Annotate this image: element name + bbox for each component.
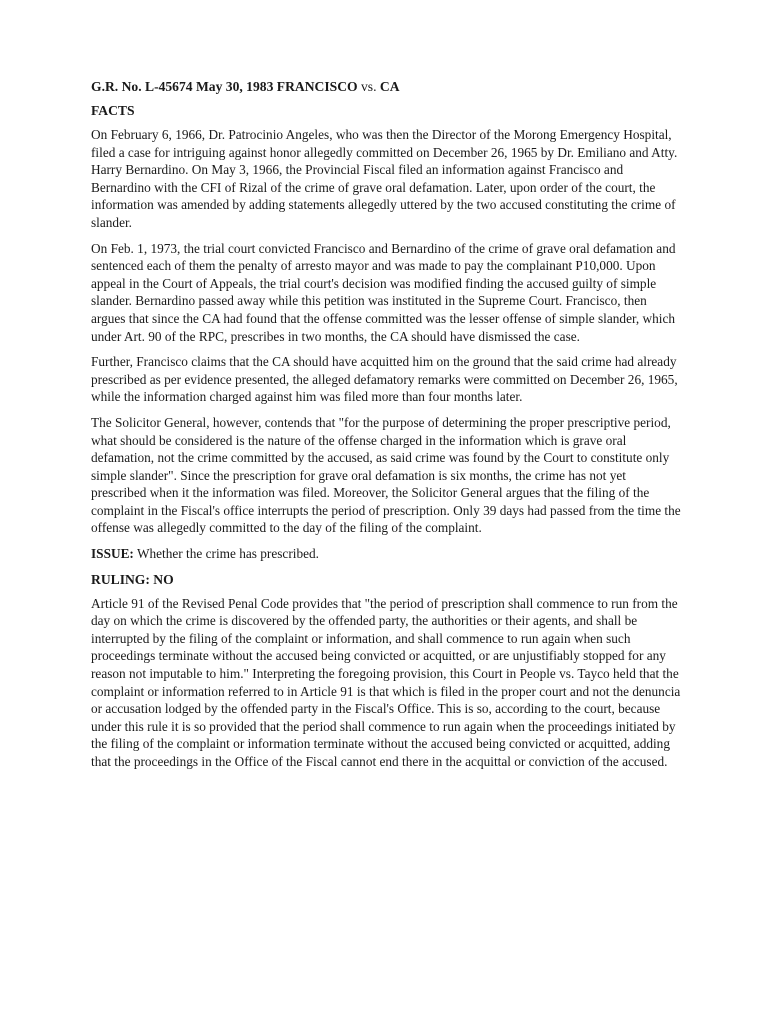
facts-paragraph: The Solicitor General, however, contends that "for the purpose of determining the proper prescriptive period, what should be considered is the nature of the offense charged in the information which is grave oral defamation, not the crime committed by the accused, as said crime was found by the Court to constitute only simple slander". Since the prescription for grave oral defamation is six months, the crime has not yet prescribed when it the information was filed. Moreover, the Solicitor General argues that the filing of the complaint in the Fiscal's office interrupts the period of prescription. Only 39 days had passed from the time the offense was allegedly committed to the day of the filing of the complaint. — [91, 414, 681, 536]
ruling-paragraph: Article 91 of the Revised Penal Code provides that "the period of prescription shall commence to run from the day on which the crime is discovered by the offended party, the authorities or their agents, and shall be interrupted by the filing of the complaint or information, and shall commence to run again when such proceedings terminate without the accused being convicted or acquitted, or are unjustifiably stopped for any reason not imputable to him." Interpreting the foregoing provision, this Court in People vs. Tayco held that the complaint or information referred to in Article 91 is that which is filed in the proper court and not the denuncia or accusation lodged by the offended party in the Fiscal's Office. This is so, according to the court, because under this rule it is so provided that the period shall commence to run again when the proceedings initiated by the filing of the complaint or information terminate without the accused being convicted or acquitted, adding that the proceedings in the Office of the Fiscal cannot end there in the acquittal or conviction of the accused. — [91, 595, 681, 769]
case-title-main: G.R. No. L-45674 May 30, 1983 FRANCISCO — [91, 79, 358, 94]
issue-label: ISSUE: — [91, 546, 134, 562]
case-title-end: CA — [379, 79, 400, 94]
ruling-heading: RULING: NO — [91, 571, 174, 587]
issue-line — [91, 545, 681, 563]
document-page — [91, 78, 681, 779]
facts-paragraph: Further, Francisco claims that the CA should have acquitted him on the ground that the said crime had already prescribed as per evidence presented, the alleged defamatory remarks were committed on December 26, 1965, while the information charged against him was filed more than four months later. — [91, 354, 678, 405]
facts-paragraph: On Feb. 1, 1973, the trial court convicted Francisco and Bernardino of the crime of grave oral defamation and sentenced each of them the penalty of arresto mayor and was made to pay the complainant P10,000. Upon appeal in the Court of Appeals, the trial court's decision was modified finding the accused guilty of simple slander. Bernardino passed away while this petition was instituted in the Supreme Court. Francisco, then argues that since the CA had found that the offense committed was the lesser offense of simple slander, which under Art. 90 of the RPC, prescribes in two months, the CA should have dismissed the case. — [91, 240, 676, 344]
case-title-vs: vs. — [357, 79, 380, 94]
facts-paragraph: On February 6, 1966, Dr. Patrocinio Angeles, who was then the Director of the Morong Emergency Hospital, filed a case for intriguing against honor allegedly committed on December 26, 1965 by Dr. Emiliano and Atty. Harry Bernardino. On May 3, 1966, the Provincial Fiscal filed an information against Francisco and Bernardino with the CFI of Rizal of the crime of grave oral defamation. Later, upon order of the court, the information was amended by adding statements allegedly uttered by the two accused constituting the crime of slander. — [91, 127, 678, 230]
facts-heading: FACTS — [91, 103, 135, 118]
case-title — [91, 78, 681, 96]
issue-text: Whether the crime has prescribed. — [133, 546, 319, 562]
